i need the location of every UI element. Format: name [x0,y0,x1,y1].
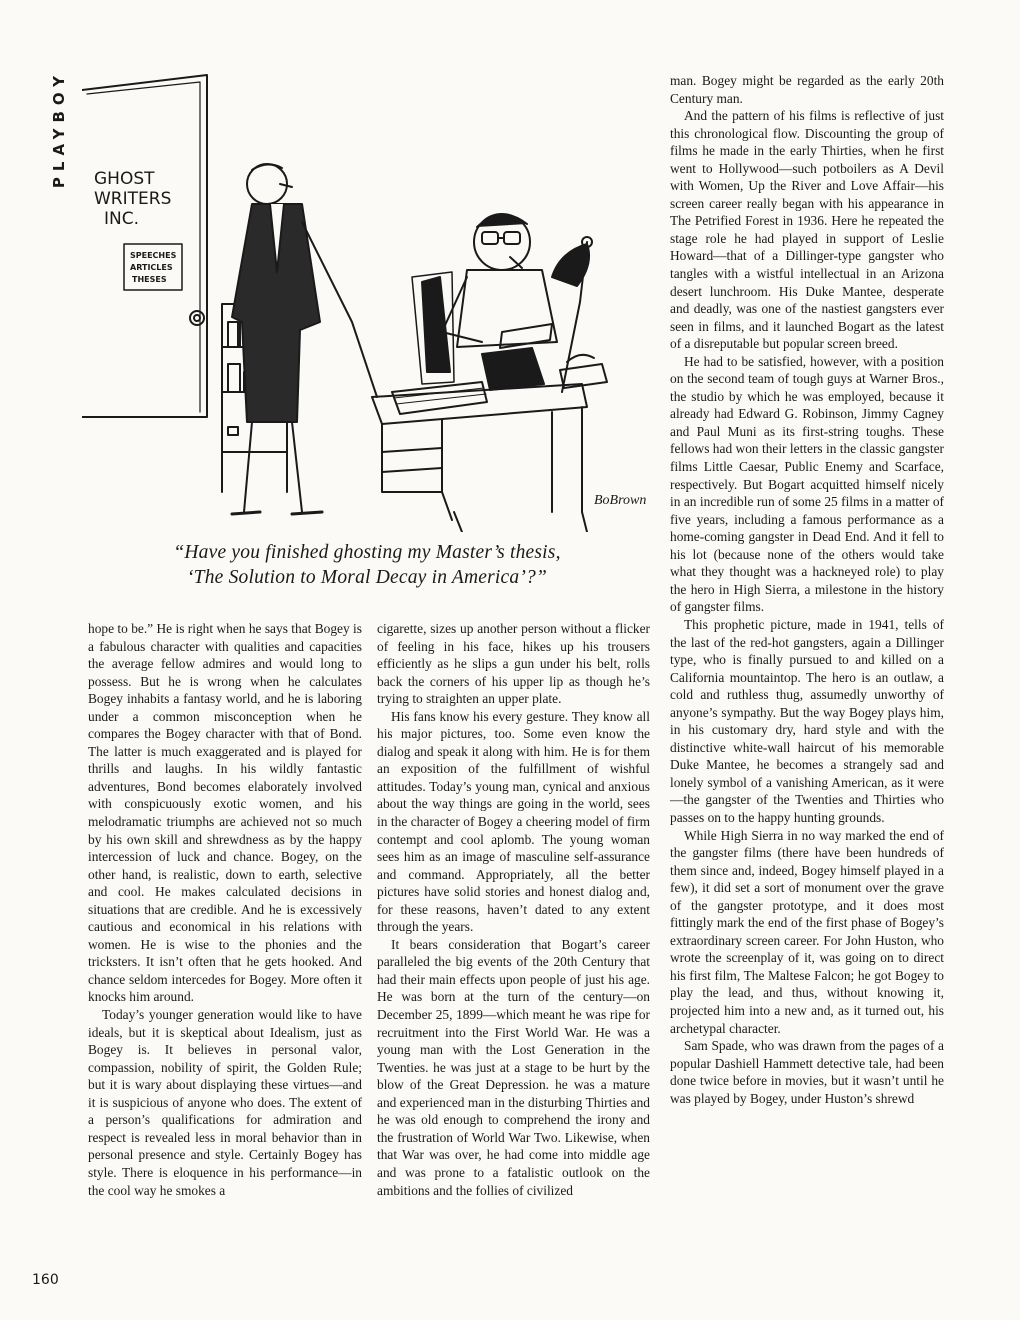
typewriter [482,348,544,390]
door-sign-line-1: GHOST [94,169,155,189]
paragraph: It bears consideration that Bogart’s career paralleled the big events of the 20th Century that had their main effects upon people of just his age. He was born at the turn of the century—on December 25, 1899—which meant he was ripe for recruitment into the First World War. He was a young man with the Lost Generation in the Twenties. he was just at a stage to be hurt by the blow of the Great Depression. he was a mature and experienced man in the disturbing Thirties and he was old enough to comprehend the irony and the frustration of World War Two. Likewise, when that War was over, he had come into middle age and was prone to a fatalistic outlook on the ambitions and the follies of civilized [377,936,650,1198]
door-sign-line-2: WRITERS [94,189,172,209]
paragraph: hope to be.” He is right when he says that Bogey is a fabulous character with qualities and capacities the average fellow admires and would long to possess. But he is wrong when he calculates Bogey inhabits a fantasy world, and he is laboring under a common misconception when he compares the Bogey character with that of Bond. The latter is much exaggerated and is played for thrills and laughs. In his wildly fantastic adventures, Bond becomes elaborately involved with conspicuously exotic women, and his melodramatic triumphs are achieved not so much by his own skill and shrewdness as by the happy intercession of luck and chance. Bogey, on the other hand, is realistic, down to earth, selective and cool. He makes calculated decisions in situations that are credible. And he is excessively cautious and economical in his relations with women. He is wise to the phonies and the tricksters. It isn’t often that he gets hooked. And chance seldom intercedes for Bogey. More often it knocks him around. [88,621,362,1005]
door-notice-line-1: SPEECHES [130,251,177,260]
paragraph: Sam Spade, who was drawn from the pages of a popular Dashiell Hammett detective tale, had been done twice before in movies, but it wasn’t until he was played by Bogey, under Huston’s shrewd [670,1038,944,1106]
caption-line-1: “Have you finished ghosting my Master’s thesis, [173,542,561,563]
cartoon-illustration [82,72,648,532]
article-column-2 [377,620,650,1199]
paragraph: And the pattern of his films is reflective of just this chronological flow. Discounting the group of films he made in the early Thirties, when he first went to Hollywood—such potboilers as A Devil with Women, Up the River and Love Affair—his screen career really began with his appearance in The Petrified Forest in 1936. Here he repeated the stage role he had played in support of Leslie Howard—that of a Dillinger-type gangster who tangles with a wistful intellectual in an Arizona desert lunchroom. His Duke Mantee, desperate and deadly, was one of the nastiest gangsters ever seen in films, and it launched Bogart as the latest of a disreputable but popular screen breed. [670,108,944,352]
paragraph: He had to be satisfied, however, with a position on the second team of tough guys at Warner Bros., the studio by which he was employed, because it already had Edward G. Robinson, Jimmy Cagney and Paul Muni as its first-string toughs. These fellows had won their letters in the classic gangster films Little Caesar, Public Enemy and Scarface, respectively. But Bogart acquitted himself nicely in an incredible run of some 25 films in a matter of five years, including a famous performance as a home-coming gangster in Dead End. And it fell to his lot (because none of the others would take what they thought was a hackneyed role) to play the hero in High Sierra, a milestone in the history of gangster films. [670,353,944,615]
paragraph: Today’s younger generation would like to have ideals, but it is skeptical about Idealism, just as Bogey is. It believes in personal valor, compassion, nobility of spirit, the Golden Rule; but it is wary about displaying these virtues—and it is suspicious of anyone who does. The extent of a person’s qualifications for admiration and respect is revealed less in moral behavior than in personal presence and style. Certainly Bogey has style. There is eloquence in his performance—in the cool way he smokes a [88,1007,362,1198]
artist-signature: BoBrown [594,493,647,508]
cartoon-caption [84,540,650,590]
door-frame [82,75,207,417]
paragraph: While High Sierra in no way marked the end of the gangster films (there have been hundreds of them since and, indeed, Bogey himself played in a few), it did set a sort of monument over the grave of the gangster prototype, and it does most fittingly mark the end of the first phase of Bogey’s extraordinary screen career. For John Huston, who wrote the screenplay of it, was going on to direct his first film, The Maltese Falcon; he got Bogey to play the lead, and thus, without knowing it, projected him into a new and, as it turned out, his archetypal character. [670,827,944,1036]
magazine-logo: PLAYBOY [50,70,68,189]
caption-line-2: ‘The Solution to Moral Decay in America’?” [186,567,548,588]
paragraph: man. Bogey might be regarded as the early 20th Century man. [670,73,944,106]
article-column-3 [670,72,944,1107]
paragraph: This prophetic picture, made in 1941, tells of the last of the red-hot gangsters, again a Dillinger type, who is finally pursued to and killed on a California mountaintop. The hero is an outlaw, a cold and ruthless thug, assumedly unworthy of anyone’s sympathy. But the way Bogey plays him, in his customary dry, hard style and with the distinctive white-wall haircut of his memorable Duke Mantee, he becomes a strangely sad and lonely symbol of a vanishing American, as it were—the gangster of the Twenties and Thirties who passes on to the happy hunting grounds. [670,616,944,825]
article-column-1 [88,620,362,1199]
door-notice-line-3: THESES [132,275,167,284]
paragraph: cigarette, sizes up another person without a flicker of feeling in his face, hikes up his trousers efficiently as he slips a gun under his belt, rolls back the corners of his upper lip as though he’s trying to straighten an upper plate. [377,621,650,707]
door-notice-line-2: ARTICLES [130,263,173,272]
paragraph: His fans know his every gesture. They know all his major pictures, too. Some even know the dialog and speak it along with him. He is for them an exposition of the fulfillment of wishful attitudes. Today’s young man, cynical and anxious about the way things are going in the world, sees in the character of Bogey a cheering model of firm contempt and cool aplomb. The young woman sees him as an image of masculine self-assurance and command. Appropriately, all the better pictures have solid stories and honest dialog and, for these reasons, haven’t dated to any extent through the years. [377,708,650,935]
door-knob [190,311,204,325]
door-sign-line-3: INC. [104,209,140,229]
page-number: 160 [32,1272,59,1288]
